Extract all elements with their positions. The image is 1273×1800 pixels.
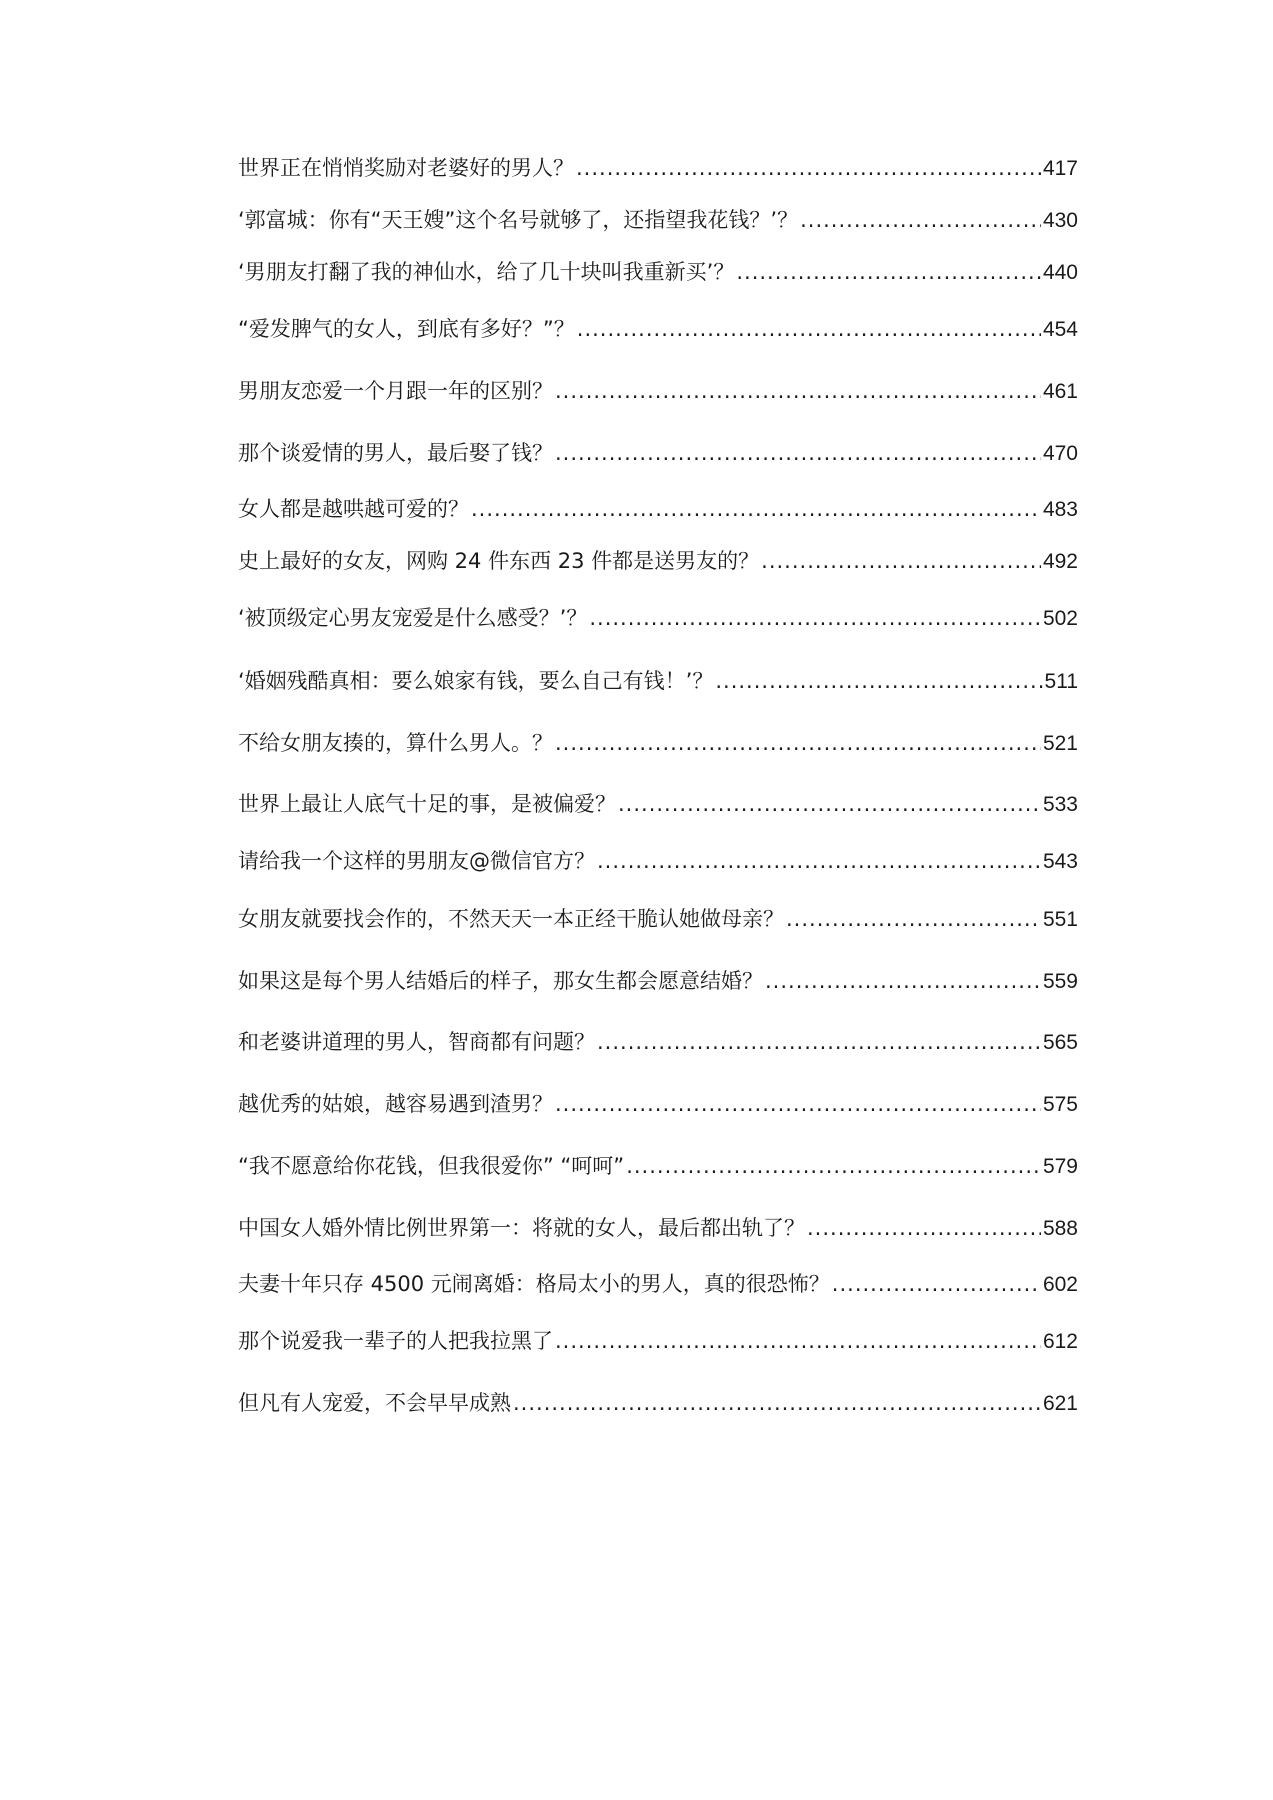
- toc-entry[interactable]: [238, 603, 1078, 633]
- toc-dot-leader: [626, 1151, 1041, 1181]
- toc-entry[interactable]: [238, 904, 1078, 934]
- toc-dot-leader: [589, 603, 1041, 633]
- toc-entry[interactable]: [238, 494, 1078, 524]
- toc-page-number: 521: [1042, 732, 1078, 755]
- toc-page-number: 483: [1042, 498, 1078, 521]
- toc-page-number: 588: [1042, 1217, 1078, 1240]
- toc-entry-title: 那个谈爱情的男人，最后娶了钱？: [238, 441, 553, 465]
- toc-dot-leader: [786, 904, 1041, 934]
- toc-dot-leader: [800, 205, 1041, 235]
- toc-page-number: 470: [1042, 442, 1078, 465]
- toc-entry-title: 史上最好的女友，网购 24 件东西 23 件都是送男友的？: [238, 549, 760, 573]
- toc-dot-leader: [618, 789, 1041, 819]
- toc-page-number: 559: [1042, 970, 1078, 993]
- toc-entry[interactable]: [238, 966, 1078, 996]
- toc-dot-leader: [597, 846, 1041, 876]
- toc-entry[interactable]: [238, 546, 1078, 576]
- toc-page-number: 621: [1042, 1392, 1078, 1415]
- toc-dot-leader: [807, 1213, 1041, 1243]
- toc-entry-title: ‘郭富城：你有“天王嫂”这个名号就够了，还指望我花钱？’？: [238, 208, 799, 232]
- toc-entry-title: 夫妻十年只存 4500 元闹离婚：格局太小的男人，真的很恐怖？: [238, 1272, 830, 1296]
- toc-entry[interactable]: [238, 1027, 1078, 1057]
- toc-dot-leader: [471, 494, 1041, 524]
- toc-dot-leader: [761, 546, 1041, 576]
- toc-page-number: 454: [1042, 318, 1078, 341]
- toc-entry[interactable]: [238, 438, 1078, 468]
- toc-entry-title: 女人都是越哄越可爱的？: [238, 497, 469, 521]
- toc-page-number: 579: [1042, 1155, 1078, 1178]
- toc-entry[interactable]: [238, 1388, 1078, 1418]
- toc-entry[interactable]: [238, 314, 1078, 344]
- table-of-contents: [238, 0, 1078, 1800]
- toc-entry[interactable]: [238, 1326, 1078, 1356]
- toc-entry-title: ‘被顶级定心男友宠爱是什么感受？’？: [238, 606, 588, 630]
- toc-dot-leader: [577, 314, 1041, 344]
- toc-entry-title: “爱发脾气的女人，到底有多好？”？: [238, 317, 575, 341]
- toc-page-number: 543: [1042, 850, 1078, 873]
- toc-dot-leader: [715, 666, 1042, 696]
- toc-entry-title: 中国女人婚外情比例世界第一：将就的女人，最后都出轨了？: [238, 1216, 805, 1240]
- toc-entry-title: 请给我一个这样的男朋友@微信官方？: [238, 849, 595, 873]
- toc-dot-leader: [555, 728, 1041, 758]
- toc-page-number: 575: [1042, 1093, 1078, 1116]
- toc-page-number: 511: [1044, 670, 1078, 693]
- toc-entry-title: 但凡有人宠爱，不会早早成熟: [238, 1391, 511, 1415]
- toc-page-number: 417: [1042, 157, 1078, 180]
- toc-dot-leader: [555, 438, 1041, 468]
- toc-entry[interactable]: [238, 1151, 1078, 1181]
- toc-entry-title: 和老婆讲道理的男人，智商都有问题？: [238, 1030, 595, 1054]
- toc-page-number: 533: [1042, 793, 1078, 816]
- toc-entry[interactable]: [238, 257, 1078, 287]
- toc-entry-title: 那个说爱我一辈子的人把我拉黑了: [238, 1329, 553, 1353]
- toc-entry[interactable]: [238, 1269, 1078, 1299]
- toc-dot-leader: [832, 1269, 1041, 1299]
- toc-entry-title: 世界正在悄悄奖励对老婆好的男人？: [238, 156, 574, 180]
- toc-page-number: 502: [1042, 607, 1078, 630]
- toc-dot-leader: [597, 1027, 1041, 1057]
- toc-entry-title: 女朋友就要找会作的，不然天天一本正经干脆认她做母亲？: [238, 907, 784, 931]
- toc-entry-title: ‘男朋友打翻了我的神仙水，给了几十块叫我重新买’？: [238, 260, 735, 284]
- toc-dot-leader: [576, 153, 1041, 183]
- toc-page-number: 430: [1042, 209, 1078, 232]
- toc-entry[interactable]: [238, 153, 1078, 183]
- toc-page-number: 551: [1042, 908, 1078, 931]
- toc-page-number: 565: [1042, 1031, 1078, 1054]
- toc-entry-title: 越优秀的姑娘，越容易遇到渣男？: [238, 1092, 553, 1116]
- toc-entry-title: ‘婚姻残酷真相：要么娘家有钱，要么自己有钱！’？: [238, 669, 714, 693]
- toc-entry[interactable]: [238, 728, 1078, 758]
- toc-page-number: 461: [1042, 380, 1078, 403]
- toc-dot-leader: [555, 1326, 1041, 1356]
- toc-dot-leader: [555, 1089, 1041, 1119]
- toc-dot-leader: [513, 1388, 1041, 1418]
- toc-page-number: 612: [1042, 1330, 1078, 1353]
- toc-entry-title: 如果这是每个男人结婚后的样子，那女生都会愿意结婚？: [238, 969, 763, 993]
- toc-dot-leader: [555, 376, 1041, 406]
- toc-entry-title: “我不愿意给你花钱，但我很爱你” “呵呵”: [238, 1154, 625, 1178]
- toc-page-number: 492: [1042, 550, 1078, 573]
- toc-entry[interactable]: [238, 846, 1078, 876]
- toc-entry[interactable]: [238, 376, 1078, 406]
- toc-entry[interactable]: [238, 666, 1078, 696]
- toc-entry-title: 男朋友恋爱一个月跟一年的区别？: [238, 379, 553, 403]
- toc-entry[interactable]: [238, 205, 1078, 235]
- toc-dot-leader: [765, 966, 1041, 996]
- toc-entry[interactable]: [238, 1213, 1078, 1243]
- toc-page-number: 602: [1042, 1273, 1078, 1296]
- toc-entry[interactable]: [238, 789, 1078, 819]
- toc-entry-title: 世界上最让人底气十足的事，是被偏爱？: [238, 792, 616, 816]
- toc-entry[interactable]: [238, 1089, 1078, 1119]
- toc-dot-leader: [736, 257, 1041, 287]
- toc-entry-title: 不给女朋友揍的，算什么男人。？: [238, 731, 553, 755]
- toc-page-number: 440: [1042, 261, 1078, 284]
